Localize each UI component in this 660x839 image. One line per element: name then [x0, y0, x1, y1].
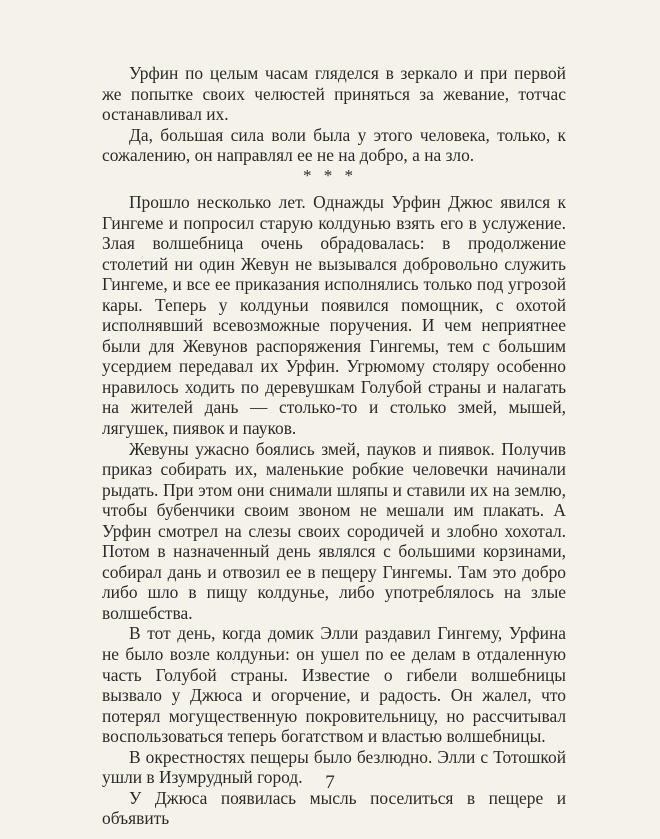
paragraph: Урфин по целым часам гляделся в зеркало и при первой же попытке своих челюстей приняться за жевание, тотчас останавливал их.	[102, 63, 566, 125]
main-text-block	[102, 192, 566, 829]
top-text-block	[102, 63, 566, 166]
paragraph: Прошло несколько лет. Однажды Урфин Джюс явился к Гингеме и попросил старую колдунью взять его в услужение. Злая волшебница очень обрадовалась: в продолжение столетий ни один Жевун не вызывался добровольно служить Гингеме, и все ее приказания исполнялись только под угрозой кары. Теперь у колдуньи появился помощник, с охотой исполнявший всевозможные поручения. И чем неприятнее были для Жевунов распоряжения Гингемы, тем с большим усердием передавал их Урфин. Угрюмому столяру особенно нравилось ходить по деревушкам Голубой страны и налагать на жителей дань — столько-то и столько змей, мышей, лягушек, пиявок и пауков.	[102, 192, 566, 439]
paragraph: Да, большая сила воли была у этого человека, только, к сожалению, он направлял ее не на добро, а на зло.	[102, 124, 566, 166]
section-separator: * * *	[303, 166, 357, 185]
page-number: 7	[325, 772, 335, 793]
paragraph: Жевуны ужасно боялись змей, пауков и пиявок. Получив приказ собирать их, маленькие робкие человечки начинали рыдать. При этом они снимали шляпы и ставили их на землю, чтобы бубенчики своим звоном не мешали им плакать. А Урфин смотрел на слезы своих сородичей и злобно хохотал. Потом в назначенный день являлся с большими корзинами, собирал дань и отвозил ее в пещеру Гингемы. Там это добро либо шло в пищу колдунье, либо употреблялось на злые волшебства.	[102, 438, 566, 623]
paragraph: У Джюса появилась мысль поселиться в пещере и объявить	[102, 787, 566, 829]
paragraph: В окрестностях пещеры было безлюдно. Элли с Тотошкой ушли в Изумрудный город.	[102, 746, 566, 788]
paragraph: В тот день, когда домик Элли раздавил Гингему, Урфина не было возле колдуньи: он ушел по ее делам в отдаленную часть Голубой страны. Известие о гибели волшебницы вызвало у Джюса и огорчение, и радость. Он жалел, что потерял могущественную покровительницу, но рассчитывал воспользоваться теперь богатством и властью волшебницы.	[102, 623, 566, 747]
